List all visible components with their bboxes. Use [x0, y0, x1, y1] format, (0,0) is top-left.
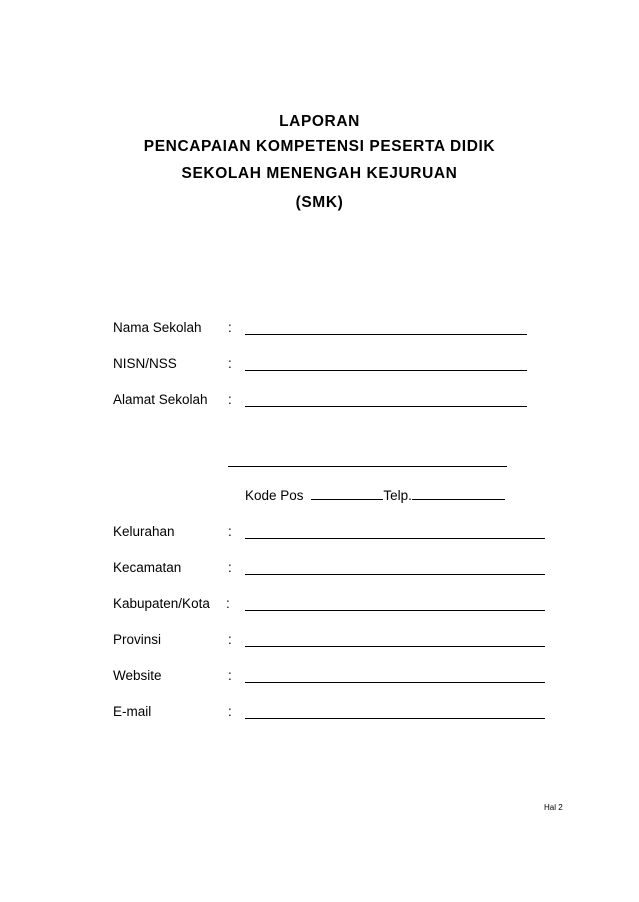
- page-number: Hal 2: [544, 803, 563, 812]
- colon: :: [226, 596, 230, 611]
- input-line-nama-sekolah[interactable]: [245, 320, 527, 335]
- input-line-kabupaten-kota[interactable]: [245, 596, 545, 611]
- title-smk: (SMK): [295, 194, 344, 211]
- field-kode-pos-telp: [245, 486, 505, 503]
- title-sekolah: SEKOLAH MENENGAH KEJURUAN: [181, 165, 458, 182]
- label-kelurahan: Kelurahan: [113, 524, 175, 539]
- title-pencapaian: PENCAPAIAN KOMPETENSI PESERTA DIDIK: [143, 138, 496, 155]
- label-provinsi: Provinsi: [113, 632, 162, 647]
- colon: :: [228, 392, 232, 407]
- input-line-kode-pos[interactable]: [311, 486, 383, 500]
- label-website: Website: [113, 668, 162, 683]
- label-nama-sekolah: Nama Sekolah: [113, 320, 202, 335]
- colon: :: [228, 632, 232, 647]
- input-line-nisn-nss[interactable]: [245, 356, 527, 371]
- input-line-website[interactable]: [245, 668, 545, 683]
- input-line-telp[interactable]: [412, 486, 505, 500]
- input-line-email[interactable]: [245, 704, 545, 719]
- colon: :: [228, 704, 232, 719]
- label-email: E-mail: [113, 704, 152, 719]
- label-kecamatan: Kecamatan: [113, 560, 182, 575]
- colon: :: [228, 560, 232, 575]
- label-nisn-nss: NISN/NSS: [113, 356, 177, 371]
- input-line-alamat-lanjutan[interactable]: [228, 452, 507, 467]
- label-alamat-sekolah: Alamat Sekolah: [113, 392, 208, 407]
- label-telp: Telp.: [383, 488, 412, 503]
- colon: :: [228, 524, 232, 539]
- colon: :: [228, 320, 232, 335]
- colon: :: [228, 356, 232, 371]
- input-line-kecamatan[interactable]: [245, 560, 545, 575]
- input-line-alamat-sekolah[interactable]: [245, 392, 527, 407]
- label-kabupaten-kota: Kabupaten/Kota: [113, 596, 210, 611]
- colon: :: [228, 668, 232, 683]
- input-line-provinsi[interactable]: [245, 632, 545, 647]
- title-laporan: LAPORAN: [279, 113, 360, 130]
- label-kode-pos: Kode Pos: [245, 488, 304, 503]
- input-line-kelurahan[interactable]: [245, 524, 545, 539]
